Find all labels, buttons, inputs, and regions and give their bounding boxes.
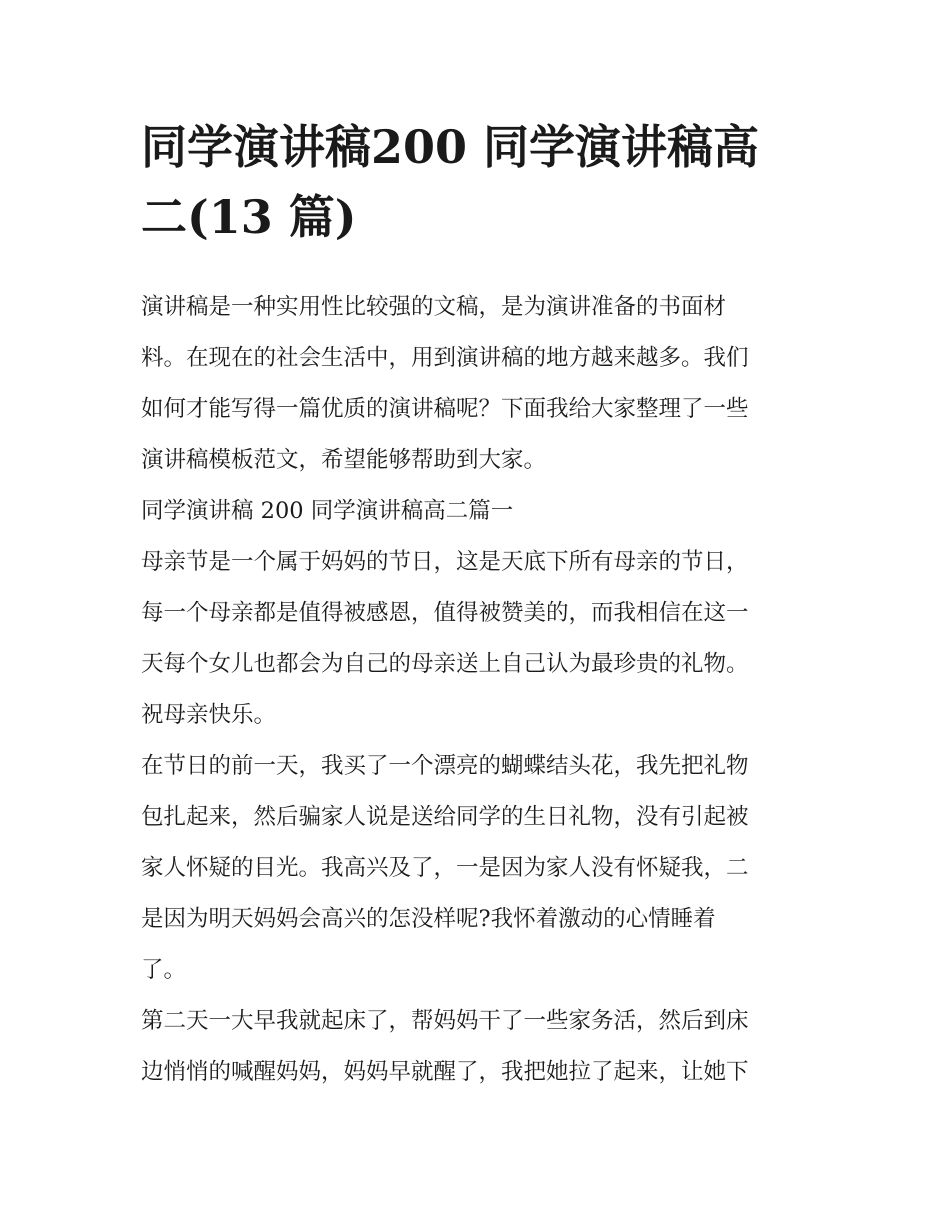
document-body [141, 282, 821, 1098]
text-line: 料。在现在的社会生活中，用到演讲稿的地方越来越多。我们 [141, 345, 749, 371]
document-title [141, 112, 821, 252]
body-paragraph [141, 996, 821, 1098]
text-line: 演讲稿模板范文，希望能够帮助到大家。 [141, 447, 547, 473]
document-content [141, 112, 821, 1098]
text-line: 家人怀疑的目光。我高兴及了，一是因为家人没有怀疑我，二 [141, 855, 749, 881]
text-line: 母亲节是一个属于妈妈的节日，这是天底下所有母亲的节日， [141, 549, 749, 575]
text-line: 如何才能写得一篇优质的演讲稿呢？下面我给大家整理了一些 [141, 396, 749, 422]
section-heading [141, 486, 821, 537]
text-line: 第二天一大早我就起床了，帮妈妈干了一些家务活，然后到床 [141, 1008, 749, 1034]
title-line: 二(13 篇) [141, 190, 357, 244]
intro-paragraph [141, 282, 821, 486]
text-line: 演讲稿是一种实用性比较强的文稿，是为演讲准备的书面材 [141, 294, 727, 320]
text-line: 在节日的前一天，我买了一个漂亮的蝴蝶结头花，我先把礼物 [141, 753, 749, 779]
text-line: 每一个母亲都是值得被感恩，值得被赞美的，而我相信在这一 [141, 600, 749, 626]
text-line: 同学演讲稿 200 同学演讲稿高二篇一 [141, 498, 514, 524]
body-paragraph [141, 537, 821, 741]
text-line: 边悄悄的喊醒妈妈，妈妈早就醒了，我把她拉了起来，让她下 [141, 1059, 749, 1085]
text-line: 是因为明天妈妈会高兴的怎没样呢?我怀着激动的心情睡着 [141, 906, 716, 932]
text-line: 天每个女儿也都会为自己的母亲送上自己认为最珍贵的礼物。 [141, 651, 749, 677]
text-line: 祝母亲快乐。 [141, 702, 277, 728]
title-line: 同学演讲稿200 同学演讲稿高 [141, 120, 760, 174]
body-paragraph [141, 741, 821, 996]
text-line: 了。 [141, 957, 187, 983]
text-line: 包扎起来，然后骗家人说是送给同学的生日礼物，没有引起被 [141, 804, 749, 830]
